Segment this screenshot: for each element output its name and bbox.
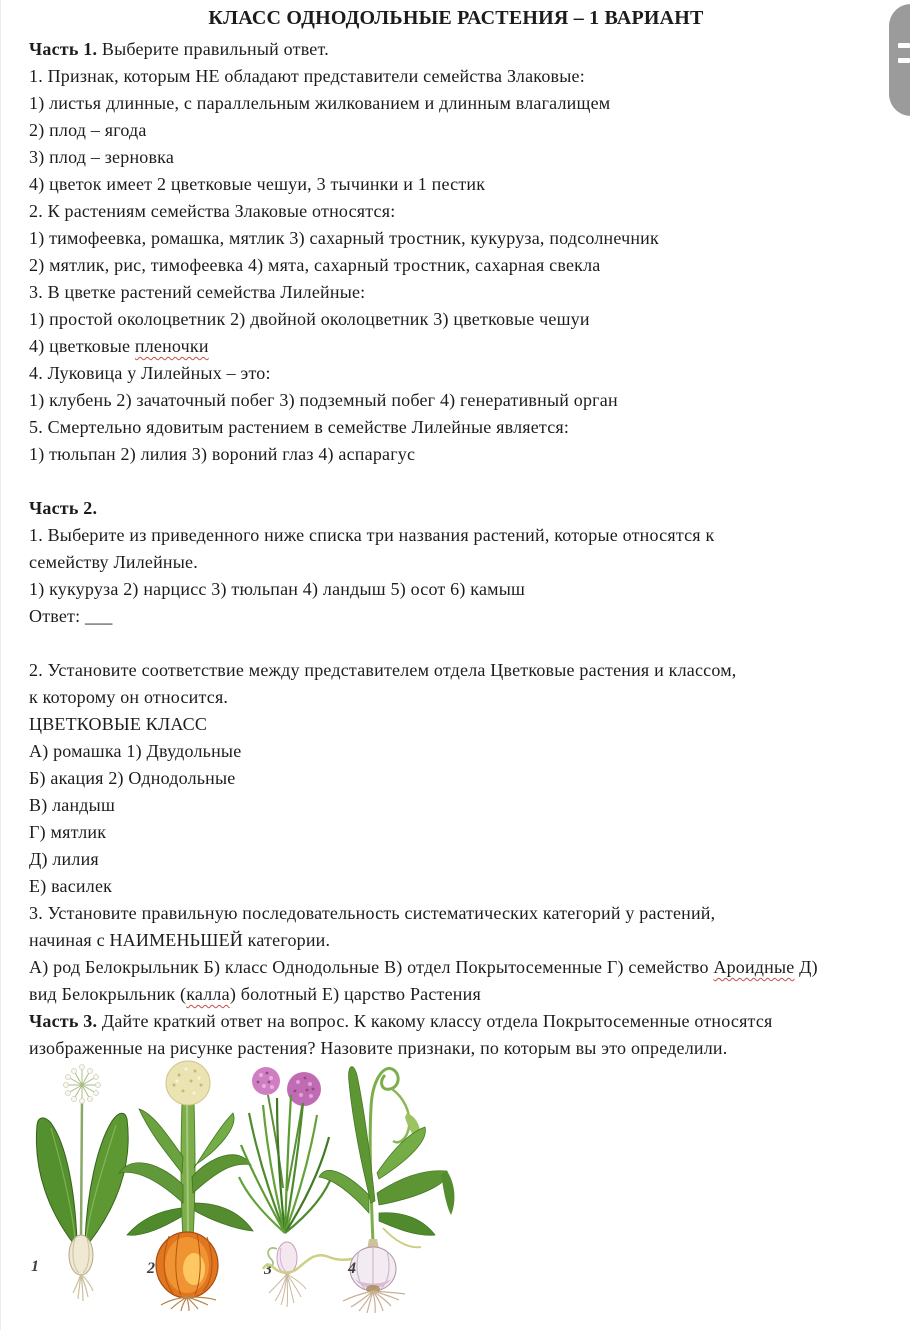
p1-q3-opts-123: 1) простой околоцветник 2) двойной околоцветник 3) цветковые чешуи: [29, 309, 590, 329]
p1-q2-opts-13: 1) тимофеевка, ромашка, мятлик 3) сахарный тростник, кукуруза, подсолнечник: [29, 228, 659, 248]
p1-q1: 1. Признак, которым НЕ обладают представители семейства Злаковые:: [29, 66, 585, 86]
p1-q1-opt2: 2) плод – ягода: [29, 120, 147, 140]
p1-q2-opts-24: 2) мятлик, рис, тимофеевка 4) мята, сахарный тростник, сахарная свекла: [29, 255, 601, 275]
p2-q1-answer: Ответ: ___: [29, 606, 113, 626]
p2-q2-row-g: Г) мятлик: [29, 822, 107, 842]
p2-q3-seq1: А) род Белокрыльник Б) класс Однодольные В) отдел Покрытосеменные Г) семейство Ароидные Д): [29, 957, 818, 977]
figure-number-4: 4: [348, 1260, 356, 1277]
part3-heading: Часть 3. Дайте краткий ответ на вопрос. К какому классу отдела Покрытосеменные относятся: [29, 1011, 773, 1031]
p2-q2-columns: ЦВЕТКОВЫЕ КЛАСС: [29, 714, 208, 734]
p1-q4-opts: 1) клубень 2) зачаточный побег 3) подземный побег 4) генеративный орган: [29, 390, 618, 410]
wild-garlic-plant-icon: [31, 1064, 128, 1301]
blank-line: [29, 630, 905, 657]
chives-allium-plant-icon: [239, 1067, 333, 1307]
p1-q3: 3. В цветке растений семейства Лилейные:: [29, 282, 366, 302]
p2-q2-row-d: Д) лилия: [29, 849, 99, 869]
p1-q5-opts: 1) тюльпан 2) лилия 3) вороний глаз 4) аспарагус: [29, 444, 416, 464]
plant-illustration-figure: [11, 1053, 501, 1315]
p2-q2-row-e: Е) василек: [29, 876, 113, 896]
p2-q3-line2: начиная с НАИМЕНЬШЕЙ категории.: [29, 930, 331, 950]
drag-handle-dash-icon: [898, 43, 910, 48]
figure-number-3: 3: [264, 1261, 272, 1278]
p2-q2-row-a: А) ромашка 1) Двудольные: [29, 741, 242, 761]
p2-q1-line2: семейству Лилейные.: [29, 552, 198, 572]
p1-q4: 4. Луковица у Лилейных – это:: [29, 363, 271, 383]
figure-number-1: 1: [31, 1258, 39, 1275]
part2-heading: Часть 2.: [29, 498, 98, 518]
p1-q1-opt1: 1) листья длинные, с параллельным жилкованием и длинным влагалищем: [29, 93, 611, 113]
p2-q1-line1: 1. Выберите из приведенного ниже списка три названия растений, которые относятся к: [29, 525, 715, 545]
p2-q3-line1: 3. Установите правильную последовательность систематических категорий у растений,: [29, 903, 716, 923]
page-title: КЛАСС ОДНОДОЛЬНЫЕ РАСТЕНИЯ – 1 ВАРИАНТ: [208, 7, 704, 29]
p1-q5: 5. Смертельно ядовитым растением в семействе Лилейные является:: [29, 417, 570, 437]
p3-line2: изображенные на рисунке растения? Назовите признаки, по которым вы это определили.: [29, 1038, 728, 1058]
p1-q1-opt4: 4) цветок имеет 2 цветковые чешуи, 3 тычинки и 1 пестик: [29, 174, 486, 194]
p2-q1-opts: 1) кукуруза 2) нарцисс 3) тюльпан 4) ландыш 5) осот 6) камыш: [29, 579, 526, 599]
part1-heading: Часть 1. Выберите правильный ответ.: [29, 39, 329, 59]
p1-q2: 2. К растениям семейства Злаковые относятся:: [29, 201, 396, 221]
side-handle-button[interactable]: [889, 4, 910, 116]
drag-handle-dash-icon: [898, 58, 910, 63]
p2-q2-line1: 2. Установите соответствие между представителем отдела Цветковые растения и классом,: [29, 660, 737, 680]
p1-q1-opt3: 3) плод – зерновка: [29, 147, 175, 167]
p1-q3-opt4: 4) цветковые пленочки: [29, 336, 209, 356]
onion-plant-icon: [119, 1061, 253, 1311]
blank-line: [29, 468, 905, 495]
p2-q2-row-v: В) ландыш: [29, 795, 116, 815]
figure-number-2: 2: [147, 1260, 155, 1277]
p2-q3-seq2: вид Белокрыльник (калла) болотный Е) царство Растения: [29, 984, 481, 1004]
p2-q2-row-b: Б) акация 2) Однодольные: [29, 768, 236, 788]
document-lines: [29, 36, 905, 1062]
p2-q2-line2: к которому он относится.: [29, 687, 229, 707]
